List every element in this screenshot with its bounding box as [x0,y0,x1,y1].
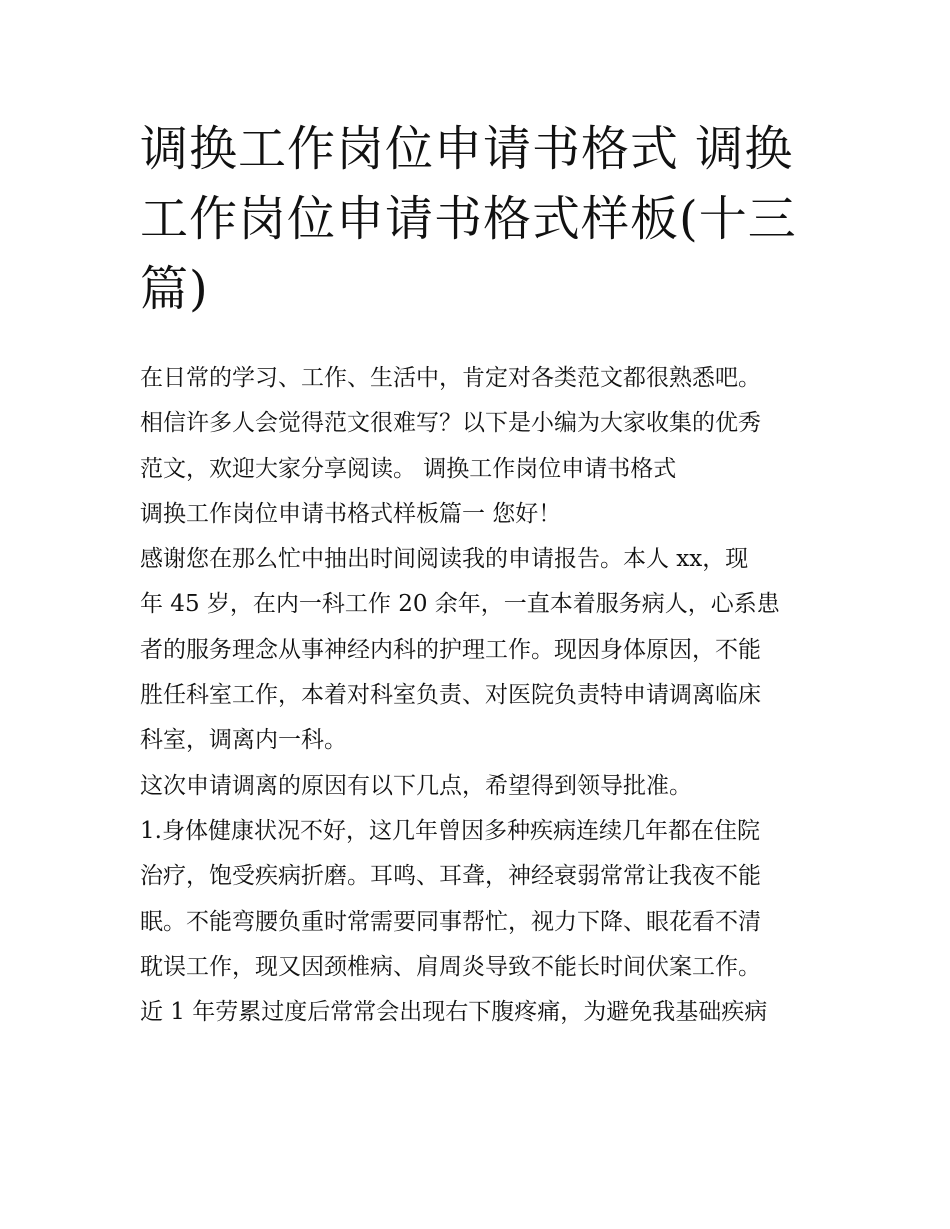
body-line: 胜任科室工作，本着对科室负责、对医院负责特申请调离临床 [140,682,761,709]
body-line: 感谢您在那么忙中抽出时间阅读我的申请报告。本人 xx，现 [140,546,749,573]
document-body [140,356,820,1035]
document-title: 调换工作岗位申请书格式 调换工作岗位申请书格式样板(十三篇) [140,121,797,317]
body-line: 这次申请调离的原因有以下几点，希望得到领导批准。 [140,772,692,799]
body-line: 范文，欢迎大家分享阅读。 调换工作岗位申请书格式 [140,455,677,482]
body-line: 1.身体健康状况不好，这几年曾因多种疾病连续几年都在住院 [140,817,760,844]
body-line: 耽误工作，现又因颈椎病、肩周炎导致不能长时间伏案工作。 [140,953,761,980]
body-line: 眠。不能弯腰负重时常需要同事帮忙，视力下降、眼花看不清 [140,908,761,935]
body-line: 调换工作岗位申请书格式样板篇一 您好！ [140,500,562,527]
body-line: 治疗，饱受疾病折磨。耳鸣、耳聋，神经衰弱常常让我夜不能 [140,863,761,890]
body-line: 年 45 岁，在内一科工作 20 余年，一直本着服务病人，心系患 [140,591,780,618]
body-line: 近 1 年劳累过度后常常会出现右下腹疼痛，为避免我基础疾病 [140,999,768,1026]
body-line: 相信许多人会觉得范文很难写？以下是小编为大家收集的优秀 [140,410,761,437]
body-line: 在日常的学习、工作、生活中，肯定对各类范文都很熟悉吧。 [140,365,761,391]
body-line: 科室，调离内一科。 [140,727,347,754]
body-line: 者的服务理念从事神经内科的护理工作。现因身体原因，不能 [140,636,761,663]
